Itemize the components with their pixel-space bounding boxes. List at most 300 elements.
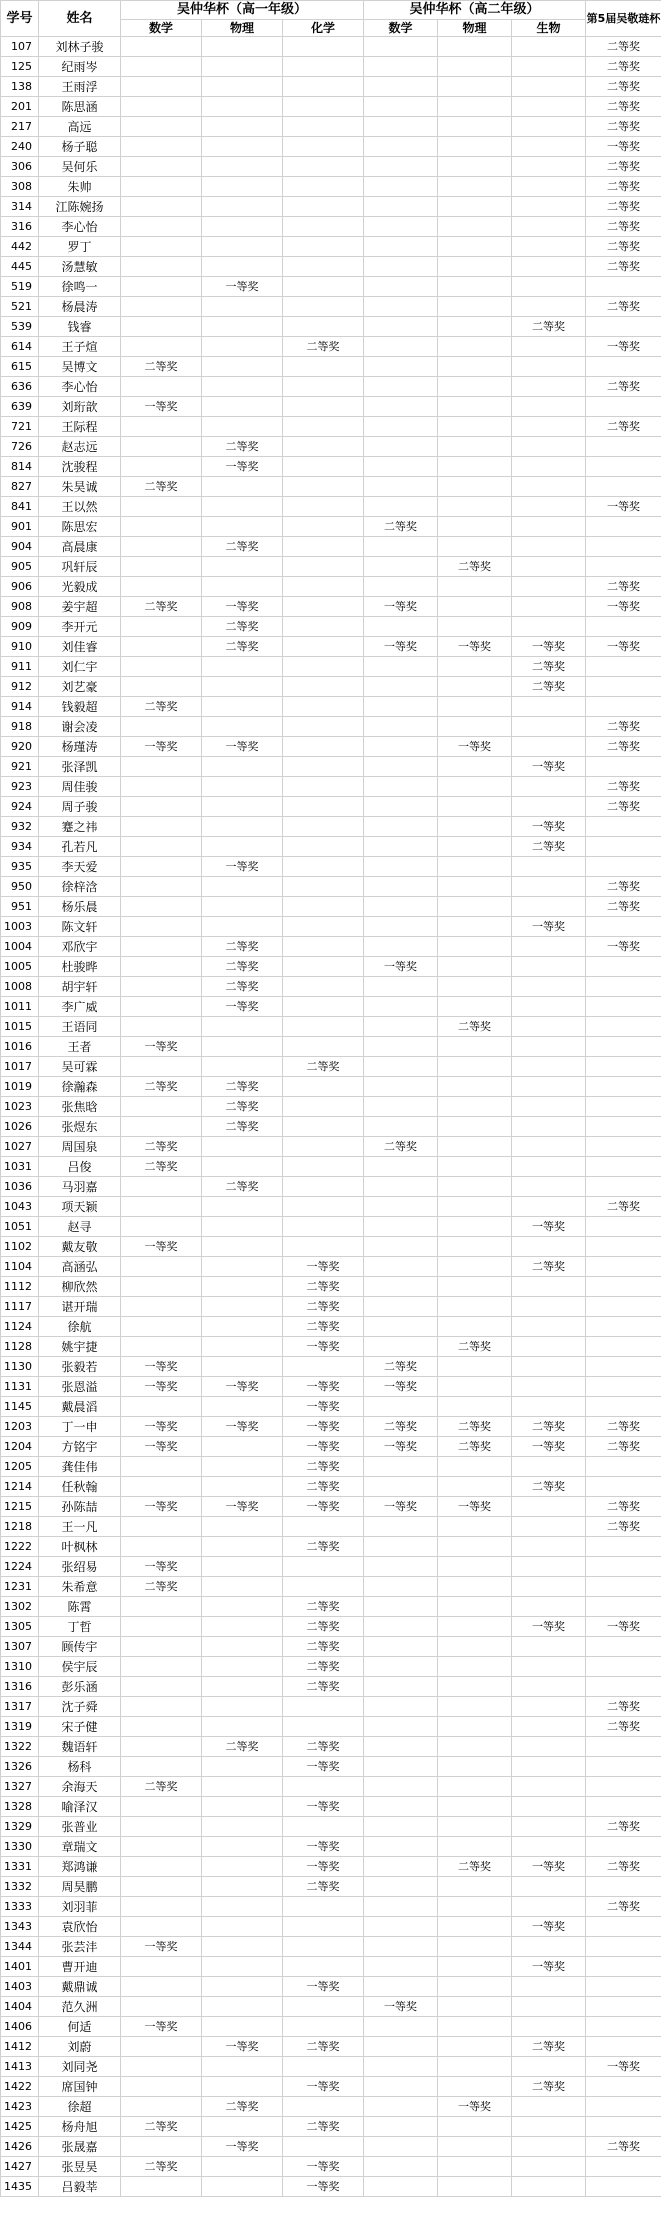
student-id-cell: 920 [1,737,39,757]
award-cell-g1-chem [283,977,364,997]
student-name-cell: 张昱昊 [39,2157,121,2177]
table-row [1,437,661,457]
award-cell-g1-phys [202,417,283,437]
award-cell-g2-math [364,2077,438,2097]
award-cell-g2-math [364,1737,438,1757]
award-cell-g1-math [121,1117,202,1137]
student-name-cell: 彭乐涵 [39,1677,121,1697]
award-cell-g1-phys [202,1257,283,1277]
award-cell-g2-bio [512,937,586,957]
award-cell-g2-phys [438,897,512,917]
award-cell-g2-bio [512,1897,586,1917]
award-cell-cup5 [586,1037,661,1057]
award-cell-g1-math [121,97,202,117]
student-name-cell: 张毅若 [39,1357,121,1377]
award-cell-g1-math [121,1397,202,1417]
award-cell-g1-phys [202,577,283,597]
award-cell-g2-phys [438,1897,512,1917]
award-cell-g1-math: 二等奖 [121,1777,202,1797]
student-name-cell: 沈骏程 [39,457,121,477]
award-cell-g1-chem [283,1997,364,2017]
award-cell-g1-chem: 二等奖 [283,1297,364,1317]
student-id-cell: 1145 [1,1397,39,1417]
award-cell-g1-chem [283,297,364,317]
award-cell-g1-phys: 一等奖 [202,1377,283,1397]
award-cell-g1-math [121,877,202,897]
award-cell-g1-phys: 二等奖 [202,437,283,457]
award-cell-cup5 [586,1457,661,1477]
award-cell-g2-bio [512,1637,586,1657]
award-cell-g2-phys [438,1697,512,1717]
student-name-cell: 孔若凡 [39,837,121,857]
student-id-cell: 308 [1,177,39,197]
table-row [1,1617,661,1637]
award-cell-g2-bio [512,597,586,617]
award-cell-cup5 [586,1537,661,1557]
award-cell-g2-math [364,1937,438,1957]
award-cell-g2-math [364,1217,438,1237]
award-cell-cup5 [586,2037,661,2057]
student-id-cell: 107 [1,37,39,57]
award-cell-g1-math [121,1337,202,1357]
award-cell-g2-bio: 一等奖 [512,1857,586,1877]
student-id-cell: 1008 [1,977,39,997]
award-cell-cup5 [586,1637,661,1657]
table-row [1,1877,661,1897]
award-cell-g2-bio [512,297,586,317]
award-cell-g2-phys [438,1677,512,1697]
award-cell-g2-phys [438,337,512,357]
award-cell-g1-chem [283,317,364,337]
award-cell-g2-bio [512,1977,586,1997]
student-name-cell: 谢会凌 [39,717,121,737]
award-cell-g2-phys [438,2117,512,2137]
award-cell-g2-math [364,177,438,197]
award-cell-g2-math [364,77,438,97]
award-cell-cup5: 二等奖 [586,897,661,917]
award-cell-g1-math [121,957,202,977]
award-cell-g1-phys [202,297,283,317]
table-row [1,97,661,117]
award-cell-g1-phys [202,477,283,497]
table-row [1,1037,661,1057]
table-row [1,1277,661,1297]
student-name-cell: 张普业 [39,1817,121,1837]
award-cell-g2-bio [512,1757,586,1777]
student-id-cell: 901 [1,517,39,537]
award-cell-g1-math: 一等奖 [121,2017,202,2037]
award-cell-g1-chem [283,837,364,857]
award-cell-g1-math: 一等奖 [121,737,202,757]
student-name-cell: 王语同 [39,1017,121,1037]
award-cell-g2-bio [512,2117,586,2137]
award-cell-g2-math [364,1537,438,1557]
award-cell-g1-chem [283,137,364,157]
award-cell-g2-math [364,197,438,217]
award-cell-cup5 [586,1477,661,1497]
award-cell-g2-math [364,1617,438,1637]
award-cell-g2-phys [438,417,512,437]
award-cell-g1-chem: 一等奖 [283,1397,364,1417]
student-name-cell: 余海天 [39,1777,121,1797]
student-id-cell: 1102 [1,1237,39,1257]
award-cell-g1-chem: 一等奖 [283,1977,364,1997]
award-cell-g1-phys [202,1517,283,1537]
table-row [1,597,661,617]
table-row [1,557,661,577]
award-cell-g2-math: 二等奖 [364,1137,438,1157]
award-cell-cup5 [586,1137,661,1157]
award-cell-cup5: 一等奖 [586,337,661,357]
award-cell-g2-phys [438,77,512,97]
award-cell-g1-math [121,2077,202,2097]
table-row [1,777,661,797]
award-cell-g2-math [364,377,438,397]
award-cell-g2-phys [438,697,512,717]
student-name-cell: 郑鸿谦 [39,1857,121,1877]
award-cell-cup5: 一等奖 [586,497,661,517]
award-cell-g1-chem [283,677,364,697]
award-cell-g1-chem [283,217,364,237]
award-cell-cup5: 二等奖 [586,97,661,117]
award-cell-g2-phys [438,1517,512,1537]
award-cell-g2-math [364,1697,438,1717]
table-row [1,77,661,97]
award-cell-g1-math: 二等奖 [121,357,202,377]
award-cell-g2-phys [438,1297,512,1317]
award-cell-g1-phys [202,517,283,537]
student-id-cell: 1310 [1,1657,39,1677]
award-cell-g2-bio [512,857,586,877]
award-cell-g1-chem [283,117,364,137]
student-name-cell: 杨舟旭 [39,2117,121,2137]
award-cell-g1-math: 一等奖 [121,1237,202,1257]
student-id-cell: 636 [1,377,39,397]
student-id-cell: 1131 [1,1377,39,1397]
award-cell-g2-phys [438,1137,512,1157]
award-cell-g2-phys [438,617,512,637]
award-cell-cup5: 二等奖 [586,157,661,177]
award-cell-g1-chem: 一等奖 [283,1417,364,1437]
student-id-cell: 1403 [1,1977,39,1997]
award-cell-g1-phys: 一等奖 [202,2037,283,2057]
award-cell-g2-math [364,57,438,77]
award-cell-g2-bio [512,2097,586,2117]
award-cell-g1-phys [202,157,283,177]
student-id-cell: 934 [1,837,39,857]
award-cell-cup5 [586,537,661,557]
award-cell-g2-math [364,577,438,597]
table-row [1,317,661,337]
student-name-cell: 曹开迪 [39,1957,121,1977]
award-cell-g2-phys [438,97,512,117]
award-cell-g2-bio [512,137,586,157]
award-cell-g2-bio: 一等奖 [512,637,586,657]
table-row [1,997,661,1017]
award-cell-g1-math [121,817,202,837]
award-cell-g2-bio [512,1277,586,1297]
award-cell-g2-math [364,277,438,297]
table-row [1,717,661,737]
award-cell-g1-phys [202,1317,283,1337]
award-cell-g1-chem [283,957,364,977]
award-cell-g2-phys: 二等奖 [438,1857,512,1877]
student-name-cell: 光毅成 [39,577,121,597]
table-row [1,617,661,637]
award-cell-cup5: 二等奖 [586,257,661,277]
award-cell-g2-bio [512,457,586,477]
award-cell-g1-math: 一等奖 [121,1497,202,1517]
award-cell-g2-bio [512,77,586,97]
award-cell-g1-math [121,1877,202,1897]
award-cell-g1-chem [283,1197,364,1217]
student-name-cell: 姚宇捷 [39,1337,121,1357]
award-cell-g1-phys [202,1697,283,1717]
award-cell-g1-math [121,1637,202,1657]
student-name-cell: 戴晨滔 [39,1397,121,1417]
award-cell-g1-chem: 一等奖 [283,2177,364,2197]
award-cell-g1-chem [283,937,364,957]
table-row [1,1457,661,1477]
student-name-cell: 孙陈喆 [39,1497,121,1517]
award-cell-g2-bio [512,1677,586,1697]
award-cell-g2-math [364,1477,438,1497]
award-cell-g1-phys [202,2157,283,2177]
award-cell-g2-bio [512,1457,586,1477]
award-cell-g1-math [121,977,202,997]
student-id-cell: 442 [1,237,39,257]
award-cell-g2-bio: 二等奖 [512,317,586,337]
award-cell-g1-phys [202,1817,283,1837]
student-name-cell: 江陈婉扬 [39,197,121,217]
table-row [1,877,661,897]
student-name-cell: 朱希意 [39,1577,121,1597]
award-cell-g2-math [364,1037,438,1057]
award-cell-g2-bio [512,2017,586,2037]
award-cell-g2-math [364,2097,438,2117]
student-name-cell: 吕俊 [39,1157,121,1177]
student-id-cell: 539 [1,317,39,337]
table-row [1,677,661,697]
student-name-cell: 章瑞文 [39,1837,121,1857]
award-cell-cup5 [586,517,661,537]
student-name-cell: 钱睿 [39,317,121,337]
award-cell-g2-bio [512,1297,586,1317]
award-cell-g1-phys [202,137,283,157]
award-cell-g1-phys [202,677,283,697]
award-cell-g1-chem [283,557,364,577]
table-row [1,137,661,157]
award-cell-g1-chem [283,57,364,77]
table-row [1,197,661,217]
award-cell-g1-math [121,997,202,1017]
award-cell-g2-math [364,217,438,237]
student-name-cell: 刘艺豪 [39,677,121,697]
student-id-cell: 1401 [1,1957,39,1977]
student-id-cell: 1224 [1,1557,39,1577]
award-cell-g2-phys [438,157,512,177]
table-row [1,57,661,77]
student-name-cell: 龚佳伟 [39,1457,121,1477]
table-row [1,837,661,857]
award-cell-g2-bio [512,197,586,217]
award-cell-cup5 [586,1337,661,1357]
award-cell-g2-math [364,817,438,837]
award-cell-cup5 [586,817,661,837]
award-cell-g1-math [121,1657,202,1677]
award-cell-g1-phys [202,2017,283,2037]
award-cell-g1-phys [202,177,283,197]
student-name-cell: 蹇之祎 [39,817,121,837]
table-row [1,2157,661,2177]
award-cell-cup5: 二等奖 [586,2137,661,2157]
award-cell-g2-math [364,237,438,257]
award-cell-g1-chem [283,1357,364,1377]
table-row [1,1137,661,1157]
student-id-cell: 1104 [1,1257,39,1277]
award-cell-g2-bio [512,797,586,817]
award-cell-g2-phys [438,1397,512,1417]
award-cell-cup5 [586,997,661,1017]
table-row [1,397,661,417]
award-cell-g1-phys [202,2057,283,2077]
student-id-cell: 1329 [1,1817,39,1837]
award-cell-g2-phys [438,1117,512,1137]
award-cell-g1-math [121,337,202,357]
student-name-cell: 李天爱 [39,857,121,877]
award-cell-g1-phys [202,657,283,677]
award-cell-g2-phys [438,1917,512,1937]
table-row [1,177,661,197]
student-id-cell: 1319 [1,1717,39,1737]
award-cell-g2-math [364,1457,438,1477]
award-cell-g1-math [121,2097,202,2117]
cup5-header: 第5届吴敬琏杯 [586,1,661,37]
award-cell-g2-bio [512,2177,586,2197]
student-id-cell: 1019 [1,1077,39,1097]
award-cell-g2-bio [512,1177,586,1197]
award-cell-g2-math [364,357,438,377]
student-id-cell: 1204 [1,1437,39,1457]
table-row [1,1197,661,1217]
award-cell-g2-math [364,1597,438,1617]
award-cell-g1-phys [202,1917,283,1937]
award-cell-g1-chem: 一等奖 [283,2157,364,2177]
award-cell-cup5 [586,457,661,477]
award-cell-cup5 [586,617,661,637]
award-cell-g2-phys [438,437,512,457]
award-cell-g2-phys [438,777,512,797]
table-row [1,2037,661,2057]
award-cell-g2-phys [438,537,512,557]
award-cell-cup5: 二等奖 [586,117,661,137]
g2-biology-header: 生物 [512,20,586,37]
table-row [1,2097,661,2117]
student-id-cell: 1017 [1,1057,39,1077]
award-cell-g1-math [121,937,202,957]
table-row [1,1777,661,1797]
table-row [1,1517,661,1537]
table-row [1,2017,661,2037]
award-cell-g2-bio [512,477,586,497]
student-id-cell: 841 [1,497,39,517]
award-cell-g1-chem [283,1217,364,1237]
table-row [1,2117,661,2137]
table-row [1,1237,661,1257]
award-cell-cup5 [586,1677,661,1697]
table-row [1,1397,661,1417]
award-cell-g1-phys: 一等奖 [202,277,283,297]
student-name-cell: 高晨康 [39,537,121,557]
student-name-cell: 刘珩歆 [39,397,121,417]
table-row [1,1097,661,1117]
award-cell-g1-phys: 一等奖 [202,457,283,477]
award-cell-g1-math [121,717,202,737]
award-cell-g2-math [364,2057,438,2077]
table-row [1,2137,661,2157]
award-cell-g2-phys [438,457,512,477]
award-cell-g2-math [364,697,438,717]
award-cell-g2-bio [512,1817,586,1837]
student-id-cell: 240 [1,137,39,157]
award-cell-g2-phys [438,1957,512,1977]
award-cell-g1-chem [283,437,364,457]
award-cell-g2-bio: 二等奖 [512,1417,586,1437]
award-cell-g2-math [364,337,438,357]
award-cell-g1-phys [202,1397,283,1417]
award-cell-g2-bio [512,1497,586,1517]
table-row [1,1057,661,1077]
award-cell-g1-math: 二等奖 [121,597,202,617]
award-cell-g1-phys [202,2077,283,2097]
award-cell-g1-math [121,117,202,137]
award-cell-cup5: 二等奖 [586,577,661,597]
award-cell-g2-phys: 二等奖 [438,1417,512,1437]
award-cell-g1-math [121,857,202,877]
award-cell-g2-phys [438,977,512,997]
student-name-cell: 王者 [39,1037,121,1057]
student-id-cell: 932 [1,817,39,837]
student-id-cell: 951 [1,897,39,917]
student-name-cell: 方铭宇 [39,1437,121,1457]
award-cell-g1-phys [202,57,283,77]
award-cell-g1-math: 二等奖 [121,1157,202,1177]
award-cell-g2-bio [512,157,586,177]
table-row [1,1597,661,1617]
award-cell-cup5: 二等奖 [586,177,661,197]
award-cell-g2-phys [438,1717,512,1737]
student-id-cell: 1333 [1,1897,39,1917]
student-name-cell: 刘林子骏 [39,37,121,57]
award-cell-g2-bio [512,877,586,897]
award-cell-g1-math [121,1717,202,1737]
award-cell-cup5: 二等奖 [586,417,661,437]
award-cell-g1-math [121,577,202,597]
award-cell-g2-phys [438,1537,512,1557]
table-row [1,1637,661,1657]
award-cell-g1-chem: 二等奖 [283,1597,364,1617]
table-row [1,1437,661,1457]
student-name-cell: 戴友敬 [39,1237,121,1257]
award-cell-cup5 [586,1597,661,1617]
student-id-cell: 1005 [1,957,39,977]
award-cell-g2-math [364,917,438,937]
student-name-cell: 谌开瑞 [39,1297,121,1317]
award-cell-g2-math [364,877,438,897]
award-cell-g2-math [364,477,438,497]
student-id-cell: 1026 [1,1117,39,1137]
award-cell-cup5 [586,1977,661,1997]
